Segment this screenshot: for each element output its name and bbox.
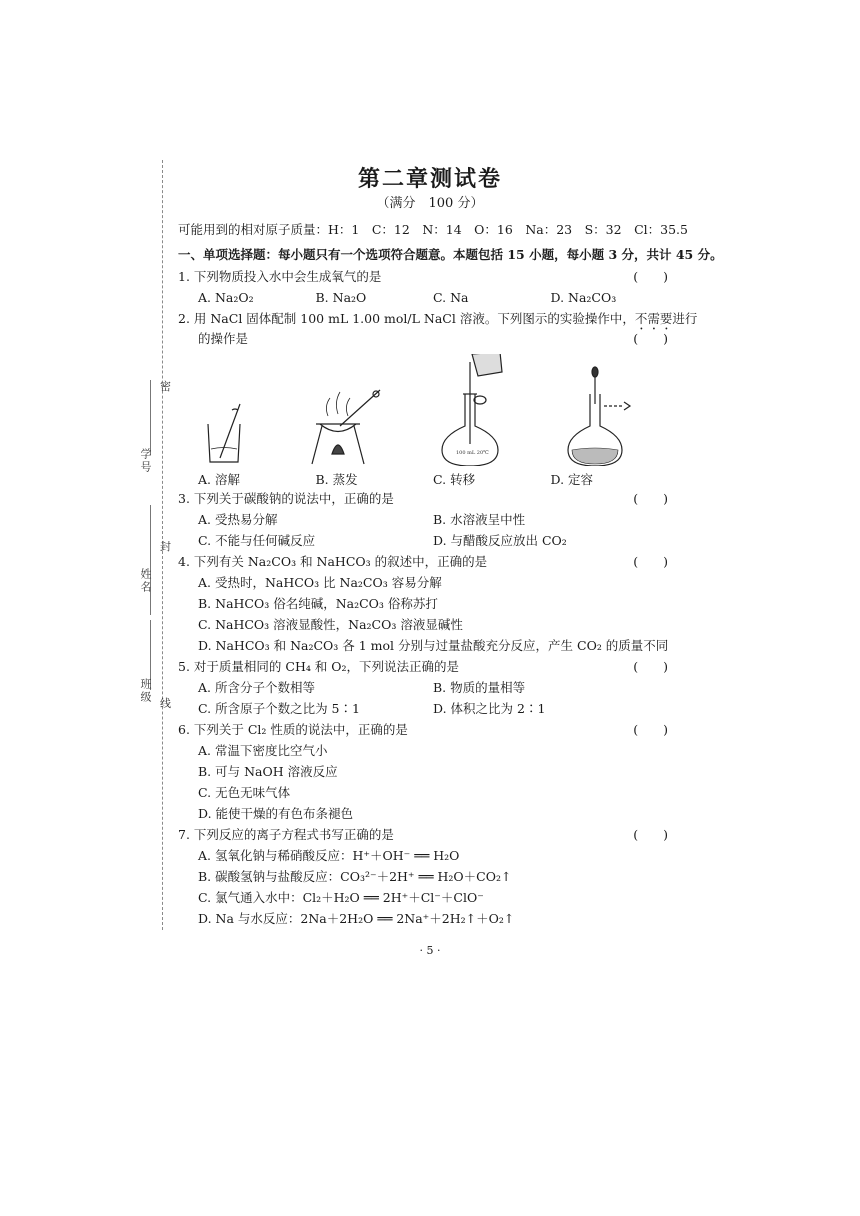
option-b: B. Na₂O — [315, 290, 367, 305]
page-subtitle: （满分 100 分） — [376, 196, 484, 211]
atomic-mass-line: 可能用到的相对原子质量：H：1 C：12 N：14 O：16 Na：23 S：32 Cl：35.5 — [178, 222, 688, 237]
figure-captions — [198, 470, 668, 488]
answer-paren: ( ) — [633, 491, 668, 506]
answer-paren: ( ) — [633, 554, 668, 569]
seal-word-feng: 封 — [160, 540, 171, 553]
option-a: A. 氢氧化钠与稀硝酸反应：H⁺＋OH⁻ ══ H₂O — [198, 848, 460, 863]
question-5-stem: 5. 对于质量相同的 CH₄ 和 O₂，下列说法正确的是 ( ) — [178, 659, 668, 674]
answer-paren: ( ) — [633, 331, 668, 346]
caption-b: B. 蒸发 — [315, 472, 358, 487]
option-d: D. 能使干燥的有色布条褪色 — [198, 806, 354, 821]
question-6-stem: 6. 下列关于 Cl₂ 性质的说法中，正确的是 ( ) — [178, 722, 668, 737]
caption-d: D. 定容 — [550, 472, 594, 487]
page-title: 第二章测试卷 — [357, 166, 502, 192]
option-d: D. 与醋酸反应放出 CO₂ — [433, 533, 567, 548]
beaker-dissolve-illustration — [208, 404, 240, 462]
option-a: A. 常温下密度比空气小 — [198, 743, 328, 758]
evaporation-illustration — [312, 390, 380, 464]
question-1-stem: 1. 下列物质投入水中会生成氧气的是 ( ) — [178, 269, 668, 284]
option-d: D. NaHCO₃ 和 Na₂CO₃ 各 1 mol 分别与过量盐酸充分反应，产生 CO₂ 的质量不同 — [198, 638, 669, 653]
option-c: C. NaHCO₃ 溶液显酸性，Na₂CO₃ 溶液显碱性 — [198, 617, 463, 632]
caption-a: A. 溶解 — [198, 472, 240, 487]
student-id-label: 学号 — [139, 448, 152, 474]
question-4-stem: 4. 下列有关 Na₂CO₃ 和 NaHCO₃ 的叙述中，正确的是 ( ) — [178, 554, 668, 569]
option-c: C. 不能与任何碱反应 — [198, 533, 316, 548]
page-number: · 5 · — [419, 944, 441, 957]
seal-word-mi: 密 — [160, 380, 171, 393]
section-heading: 一、单项选择题：每小题只有一个选项符合题意。本题包括 15 小题，每小题 3 分，共计 45 分。 — [178, 247, 723, 262]
answer-paren: ( ) — [633, 827, 668, 842]
question-1-options — [198, 289, 668, 307]
lab-operations-figure — [180, 354, 650, 466]
option-a: A. 所含分子个数相等 — [198, 680, 315, 695]
option-b: B. NaHCO₃ 俗名纯碱，Na₂CO₃ 俗称苏打 — [198, 596, 438, 611]
field-underline — [150, 380, 151, 455]
option-b: B. 物质的量相等 — [433, 680, 526, 695]
seal-word-xian: 线 — [160, 697, 171, 710]
question-3-stem: 3. 下列关于碳酸钠的说法中，正确的是 ( ) — [178, 491, 668, 506]
question-2-stem-cont: 的操作是 — [198, 331, 249, 346]
option-c: C. 氯气通入水中：Cl₂＋H₂O ══ 2H⁺＋Cl⁻＋ClO⁻ — [198, 890, 484, 905]
answer-paren: ( ) — [633, 659, 668, 674]
flask-label-c: 100 mL 20℃ — [456, 450, 489, 456]
volumetric-flask-illustration — [568, 367, 630, 466]
option-c: C. Na — [433, 290, 469, 305]
question-2-stem: 2. 用 NaCl 固体配制 100 mL 1.00 mol/L NaCl 溶液。下列图示的实验操作中，不需要进行 — [178, 311, 698, 326]
option-d: D. 体积之比为 2∶1 — [433, 701, 546, 716]
option-b: B. 可与 NaOH 溶液反应 — [198, 764, 338, 779]
option-d: D. Na₂CO₃ — [550, 290, 617, 305]
question-7-stem: 7. 下列反应的离子方程式书写正确的是 ( ) — [178, 827, 668, 842]
option-a: A. Na₂O₂ — [198, 290, 254, 305]
field-underline — [150, 505, 151, 615]
option-b: B. 水溶液呈中性 — [433, 512, 526, 527]
answer-paren: ( ) — [633, 269, 668, 284]
option-b: B. 碳酸氢钠与盐酸反应：CO₃²⁻＋2H⁺ ══ H₂O＋CO₂↑ — [198, 869, 512, 884]
option-d: D. Na 与水反应：2Na＋2H₂O ══ 2Na⁺＋2H₂↑＋O₂↑ — [198, 911, 515, 926]
option-a: A. 受热易分解 — [198, 512, 278, 527]
class-label: 班级 — [139, 678, 152, 704]
option-c: C. 所含原子个数之比为 5∶1 — [198, 701, 360, 716]
option-c: C. 无色无味气体 — [198, 785, 291, 800]
answer-paren: ( ) — [633, 722, 668, 737]
name-label: 姓名 — [139, 568, 152, 594]
caption-c: C. 转移 — [433, 472, 476, 487]
option-a: A. 受热时，NaHCO₃ 比 Na₂CO₃ 容易分解 — [198, 575, 442, 590]
